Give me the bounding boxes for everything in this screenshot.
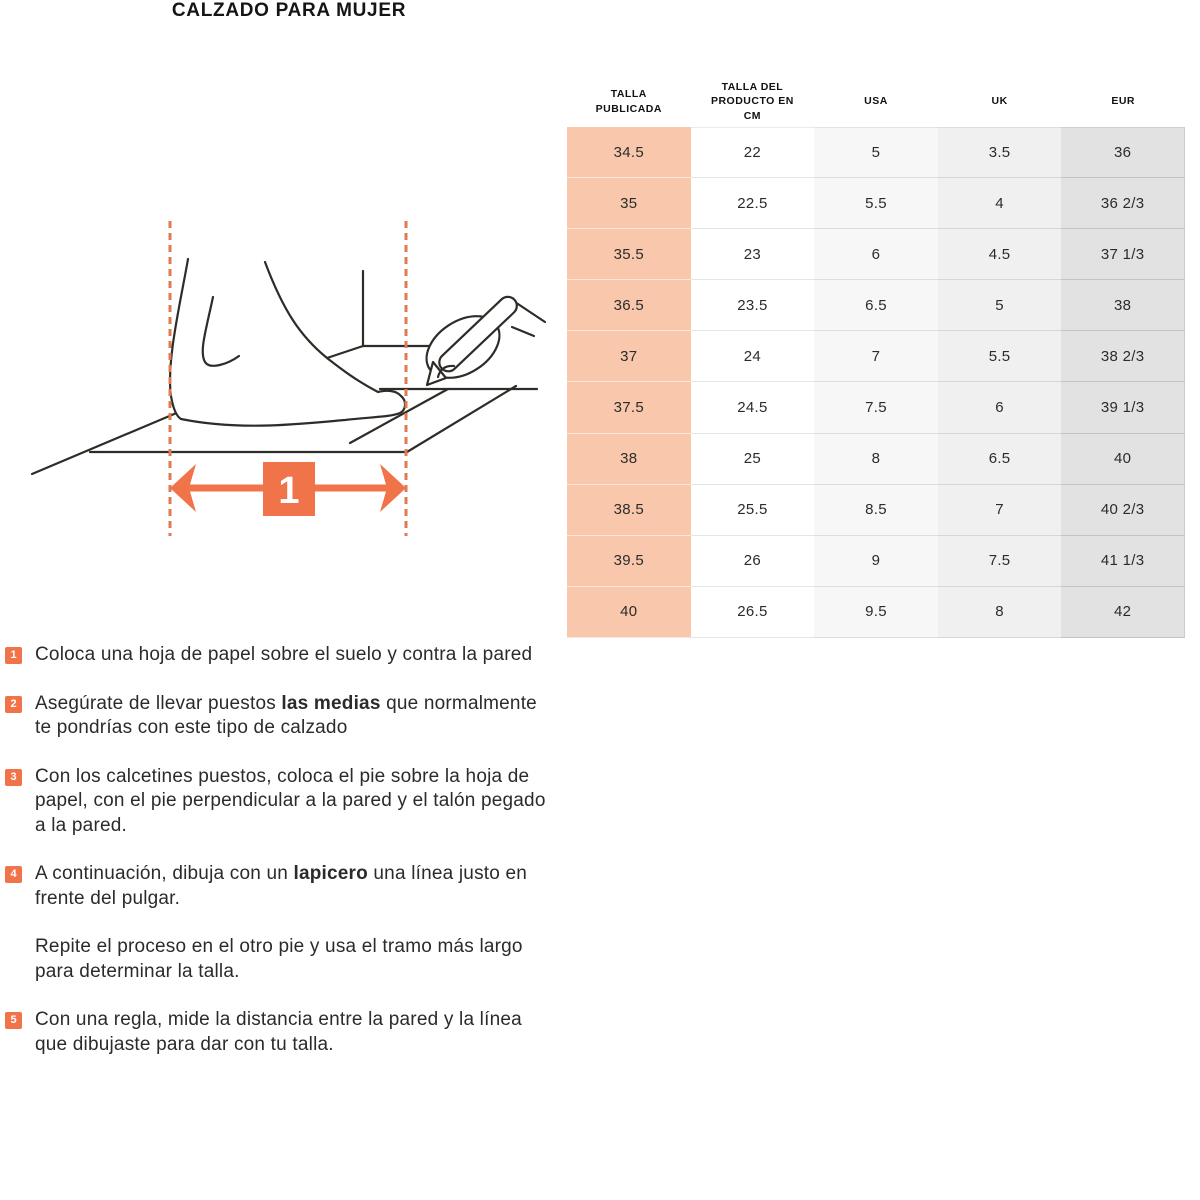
page-title: CALZADO PARA MUJER	[171, 0, 407, 21]
size-chart-table	[567, 80, 1185, 638]
foot-measurement-svg	[0, 200, 580, 550]
table-cell: 38	[1061, 280, 1185, 331]
instruction-step	[5, 1008, 565, 1057]
table-cell: 24.5	[691, 382, 815, 433]
step-text	[35, 692, 557, 741]
step-number-badge: 4	[5, 866, 22, 883]
table-cell: 40	[1061, 434, 1185, 485]
table-cell: 34.5	[567, 127, 691, 178]
step-text-segment: que normalmente te pondrías con este tipo de calzado	[35, 692, 537, 738]
table-cell: 7.5	[938, 536, 1062, 587]
table-cell: 38.5	[567, 485, 691, 536]
table-cell: 39.5	[567, 536, 691, 587]
instruction-step	[5, 692, 565, 741]
table-cell: 26	[691, 536, 815, 587]
table-cell: 36	[1061, 127, 1185, 178]
table-cell: 5.5	[938, 331, 1062, 382]
step-text-segment: Con una regla, mide la distancia entre la pared y la línea que dibujaste para dar con tu talla.	[35, 1009, 522, 1055]
step-text-segment: una línea justo en frente del pulgar.	[35, 863, 528, 909]
column-header: EUR	[1111, 95, 1135, 108]
step-text-segment: Repite el proceso en el otro pie y usa el tramo más largo para determinar la talla.	[35, 936, 523, 982]
step-number-badge: 3	[5, 769, 22, 786]
table-cell: 37	[567, 331, 691, 382]
instruction-step	[5, 862, 565, 911]
table-cell: 6.5	[814, 280, 938, 331]
foot-measurement-illustration	[0, 200, 580, 550]
step-text	[35, 862, 557, 911]
table-cell: 9	[814, 536, 938, 587]
column-header: TALLA PUBLICADA	[595, 88, 662, 115]
table-cell: 42	[1061, 587, 1185, 638]
table-cell: 25	[691, 434, 815, 485]
wall-corner-line	[327, 271, 435, 358]
table-cell: 35.5	[567, 229, 691, 280]
step-text-segment: Con los calcetines puestos, coloca el pie sobre la hoja de papel, con el pie perpendicular a la pared y el talón pegado a la pared.	[35, 765, 546, 836]
table-cell: 22.5	[691, 178, 815, 229]
table-cell: 36.5	[567, 280, 691, 331]
step-1-marker-label: 1	[278, 470, 300, 512]
table-cell: 8	[938, 587, 1062, 638]
table-cell: 38	[567, 434, 691, 485]
table-cell: 37 1/3	[1061, 229, 1185, 280]
table-cell: 7	[938, 485, 1062, 536]
table-cell: 6.5	[938, 434, 1062, 485]
table-cell: 6	[938, 382, 1062, 433]
instructions-list	[5, 643, 565, 1081]
table-cell: 6	[814, 229, 938, 280]
table-cell: 3.5	[938, 127, 1062, 178]
table-cell: 4	[938, 178, 1062, 229]
table-cell: 8.5	[814, 485, 938, 536]
step-text-segment: Coloca una hoja de papel sobre el suelo y contra la pared	[35, 644, 533, 665]
table-cell: 8	[814, 434, 938, 485]
table-cell: 5	[938, 280, 1062, 331]
table-cell: 7.5	[814, 382, 938, 433]
table-cell: 7	[814, 331, 938, 382]
step-number-badge: 1	[5, 647, 22, 664]
step-text-bold: lapicero	[293, 863, 368, 884]
column-header: TALLA DEL PRODUCTO EN CM	[710, 81, 794, 122]
column-header: USA	[864, 95, 888, 108]
table-cell: 37.5	[567, 382, 691, 433]
table-cell: 39 1/3	[1061, 382, 1185, 433]
table-cell: 40	[567, 587, 691, 638]
table-cell: 5.5	[814, 178, 938, 229]
instruction-step	[5, 935, 565, 984]
table-cell: 38 2/3	[1061, 331, 1185, 382]
column-header: UK	[991, 95, 1008, 108]
table-cell: 9.5	[814, 587, 938, 638]
table-cell: 25.5	[691, 485, 815, 536]
table-cell: 24	[691, 331, 815, 382]
step-1-marker	[263, 462, 315, 516]
step-text-segment: Asegúrate de llevar puestos	[35, 692, 282, 714]
foot-outline	[170, 259, 405, 426]
table-cell: 23	[691, 229, 815, 280]
step-text-bold: las medias	[281, 692, 381, 714]
table-cell: 22	[691, 127, 815, 178]
step-text	[35, 1008, 557, 1057]
table-cell: 23.5	[691, 280, 815, 331]
table-cell: 40 2/3	[1061, 485, 1185, 536]
instruction-step	[5, 765, 565, 839]
table-cell: 41 1/3	[1061, 536, 1185, 587]
table-cell: 4.5	[938, 229, 1062, 280]
step-text	[35, 935, 557, 984]
table-cell: 35	[567, 178, 691, 229]
step-text	[35, 765, 557, 839]
step-number-badge: 5	[5, 1012, 22, 1029]
table-cell: 26.5	[691, 587, 815, 638]
instruction-step	[5, 643, 565, 668]
table-cell: 36 2/3	[1061, 178, 1185, 229]
table-cell: 5	[814, 127, 938, 178]
step-text	[35, 643, 557, 668]
step-text-segment: A continuación, dibuja con un	[35, 863, 294, 884]
step-number-badge: 2	[5, 696, 22, 713]
